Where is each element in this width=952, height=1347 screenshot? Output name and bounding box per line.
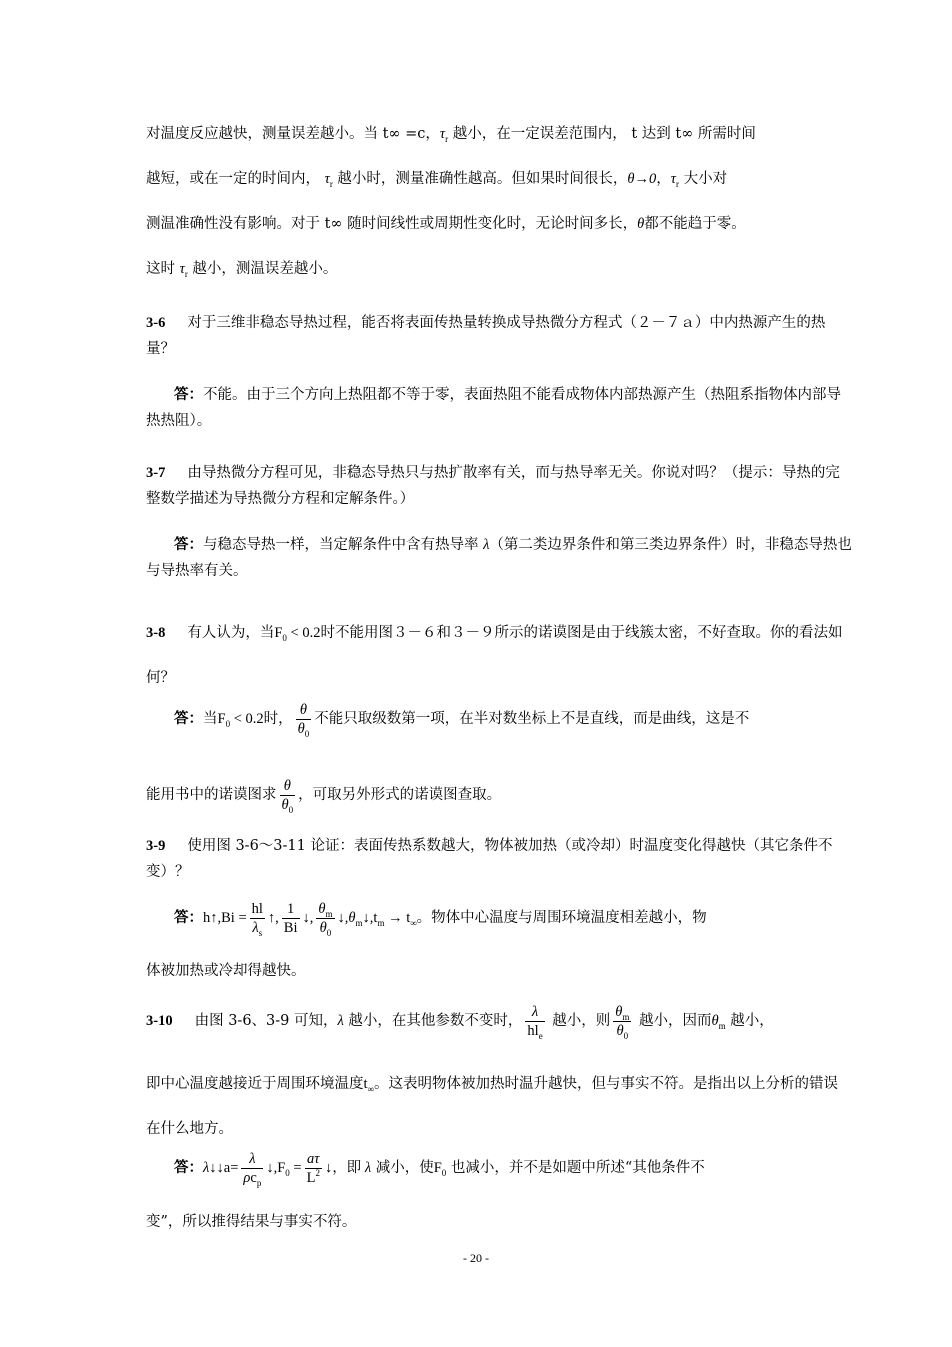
- answer-3-8: 答：当$F_0 < 0.2$时， $\frac{\theta}{\theta_0}$ 不能只取级数第一项，在半对数坐标上不是直线，而是曲线，这是不: [174, 701, 750, 739]
- answer-3-9: 答：h↑,Bi = $\frac{hl}{\lambda_s}$ ↑, $\frac{1}{Bi}$ ↓, $\frac{\theta_m}{\theta_0}$ $↓,\theta_m↓,t_m \to t_\infty$。物体中心温度与周围环境温度相差越小，物: [174, 900, 707, 938]
- theta-m-ratio: $\frac{\theta_m}{\theta_0}$: [615, 1003, 630, 1041]
- question-number: 3-10: [146, 1013, 173, 1029]
- question-number: 3-8: [146, 625, 166, 641]
- question-3-7: [146, 460, 852, 512]
- answer-3-10: 答：λ↓↓a= $\frac{\lambda}{\rho c_p}$ $↓,F_0$ = $\frac{a\tau}{L^2}$ ↓，即 λ 减小，使$F_0$ 也减小，并不是如题中所述“其他条件不: [174, 1150, 705, 1188]
- page-number: - 20 -: [463, 1251, 489, 1265]
- biot-fraction: $\frac{hl}{\lambda_s}$: [251, 900, 263, 938]
- question-3-10: 3-10 由图 3-6、3-9 可知，λ 越小，在其他参数不变时， $\frac{\lambda}{hl_e}$ 越小，则 $\frac{\theta_m}{\theta_0}$ 越小，因而$\theta_m$ 越小，: [146, 1003, 774, 1041]
- question-3-10-cont: 即中心温度越接近于周围环境温度$t_\infty$。这表明物体被加热时温升越快，但与事实不符。是指出以上分析的错误在什么地方。: [146, 1076, 838, 1137]
- question-text: 由导热微分方程可见，非稳态导热只与热扩散率有关，而与热导率无关。你说对吗？（提示：导热的完整数学描述为导热微分方程和定解条件。）: [146, 465, 840, 507]
- tau-symbol: τ: [439, 126, 446, 142]
- fourier-fraction: $\frac{a\tau}{L^2}$: [306, 1150, 320, 1186]
- answer-label: 答：: [174, 710, 203, 727]
- answer-3-6: [146, 382, 852, 434]
- answer-label: 答：: [174, 536, 203, 553]
- question-text: 使用图 3-6～3-11 论证：表面传热系数越大，物体被加热（或冷却）时温度变化得越快（其它条件不变）？: [146, 838, 833, 880]
- answer-3-10-cont: 变”，所以推得结果与事实不符。: [146, 1214, 357, 1230]
- question-number: 3-7: [146, 465, 166, 481]
- theta-ratio: $\frac{\theta}{\theta_0}$: [297, 701, 310, 739]
- answer-3-7: 答：与稳态导热一样，当定解条件中含有热导率 λ（第二类边界条件和第三类边界条件）时，非稳态导热也与导热率有关。: [146, 536, 852, 579]
- question-text: 对于三维非稳态导热过程，能否将表面传热量转换成导热微分方程式（２－７ａ）中内热源产生的热量？: [146, 315, 826, 357]
- answer-label: 答：: [174, 1159, 203, 1176]
- lambda-hl-ratio: $\frac{\lambda}{hl_e}$: [527, 1003, 543, 1041]
- question-number: 3-6: [146, 315, 166, 331]
- theta-limit: θ→0: [627, 171, 657, 187]
- theta-m-ratio: $\frac{\theta_m}{\theta_0}$: [318, 900, 333, 938]
- question-3-6: [146, 310, 852, 362]
- answer-text: 不能。由于三个方向上热阻都不等于零，表面热阻不能看成物体内部热源产生（热阻系指物体内部导热热阻）。: [146, 387, 841, 429]
- question-3-8: 3-8 有人认为，当$F_0 < 0.2$时不能用图３－６和３－９所示的诺谟图是由于线簇太密，不好查取。你的看法如何？: [146, 625, 843, 686]
- question-number: 3-9: [146, 838, 166, 854]
- answer-label: 答：: [174, 909, 203, 926]
- answer-label: 答：: [174, 386, 203, 403]
- question-3-9: [146, 833, 852, 885]
- intro-text: 对温度反应越快，测量误差越小。当 t∞ =c，: [146, 126, 440, 142]
- diffusivity-fraction: $\frac{\lambda}{\rho c_p}$: [243, 1150, 262, 1188]
- theta-ratio: $\frac{\theta}{\theta_0}$: [281, 777, 294, 815]
- answer-3-8-cont: 能用书中的诺谟图求 $\frac{\theta}{\theta_0}$ ，可取另外形式的诺谟图查取。: [146, 777, 502, 815]
- answer-3-9-cont: 体被加热或冷却得越快。: [146, 963, 306, 979]
- intro-paragraph: 对温度反应越快，测量误差越小。当 t∞ =c，$\tau_r$ 越小，在一定误差范围内， t 达到 t∞ 所需时间 越短，或在一定的时间内， $\tau_r$ 越小时，测量准确性越高。但如果时间很长，θ→0，$\tau_r$ 大小对 测温准确性没有影响。对于 t∞ 随时间线性或周期性变化时，无论时间多长，θ都不能趋于零。 这时 $\tau_r$ 越小，测温误差越小。: [146, 126, 756, 279]
- inverse-biot-fraction: $\frac{1}{Bi}$: [283, 900, 298, 936]
